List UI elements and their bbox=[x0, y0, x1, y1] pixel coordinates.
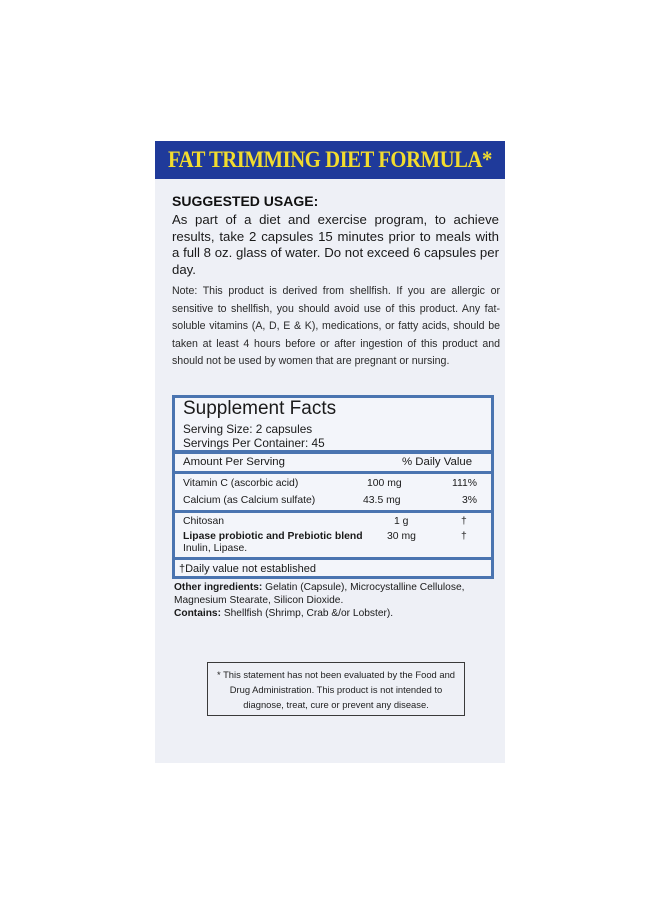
daily-value-footnote: †Daily value not established bbox=[179, 563, 316, 575]
nutrient-amount: 30 mg bbox=[387, 531, 416, 542]
supplement-facts-title: Supplement Facts bbox=[183, 398, 337, 419]
nutrient-name: Chitosan bbox=[183, 516, 225, 527]
divider bbox=[175, 557, 491, 560]
contains-label: Contains: bbox=[174, 608, 221, 619]
fda-disclaimer: * This statement has not been evaluated by the Food and Drug Administration. This product is not intended to diagnose, treat, cure or prevent any disease. bbox=[207, 662, 465, 716]
suggested-usage-text: As part of a diet and exercise program, to achieve results, take 2 capsules 15 minutes prior to meals with a full 8 oz. glass of water. Do not exceed 6 capsules per day. bbox=[172, 212, 499, 277]
product-label-panel bbox=[155, 141, 505, 763]
other-ingredients-label: Other ingredients: bbox=[174, 582, 263, 593]
nutrient-amount: 1 g bbox=[394, 516, 409, 527]
nutrient-name: Calcium (as Calcium sulfate) bbox=[183, 495, 316, 506]
divider bbox=[175, 471, 491, 474]
serving-size: Serving Size: 2 capsules bbox=[183, 422, 313, 436]
nutrient-dv: 111% bbox=[452, 478, 478, 489]
contains-text: Shellfish (Shrimp, Crab &/or Lobster). bbox=[220, 608, 394, 619]
nutrient-dv: † bbox=[461, 531, 467, 542]
allergy-note: Note: This product is derived from shellfish. If you are allergic or sensitive to shellfish, you should avoid use of this product. Any fat-soluble vitamins (A, D, E & K), medications, or fatty acids, should be taken at least 4 hours before or after ingestion of this product and should not be used by women that are pregnant or nursing. bbox=[172, 285, 500, 367]
servings-per-container: Servings Per Container: 45 bbox=[183, 436, 325, 450]
divider bbox=[175, 510, 491, 513]
product-title: FAT TRIMMING DIET FORMULA* bbox=[168, 147, 492, 172]
suggested-usage-heading: SUGGESTED USAGE: bbox=[172, 193, 319, 209]
title-banner bbox=[155, 141, 505, 179]
nutrient-name: Lipase probiotic and Prebiotic blend bbox=[183, 531, 363, 542]
amount-per-serving-header: Amount Per Serving bbox=[183, 456, 285, 468]
thick-divider bbox=[175, 450, 491, 454]
nutrient-amount: 43.5 mg bbox=[363, 495, 401, 506]
other-ingredients-text: Gelatin (Capsule), Microcystalline Cellulose, Magnesium Stearate, Silicon Dioxide. bbox=[174, 582, 465, 606]
nutrient-amount: 100 mg bbox=[367, 478, 402, 489]
other-ingredients bbox=[174, 581, 499, 607]
nutrient-dv: 3% bbox=[462, 495, 478, 506]
nutrient-dv: † bbox=[461, 516, 467, 527]
nutrient-name: Vitamin C (ascorbic acid) bbox=[183, 478, 299, 489]
nutrient-subtext: Inulin, Lipase. bbox=[183, 543, 248, 554]
daily-value-header: % Daily Value bbox=[402, 456, 473, 468]
contains-statement bbox=[174, 608, 393, 619]
supplement-facts-box bbox=[172, 395, 494, 579]
